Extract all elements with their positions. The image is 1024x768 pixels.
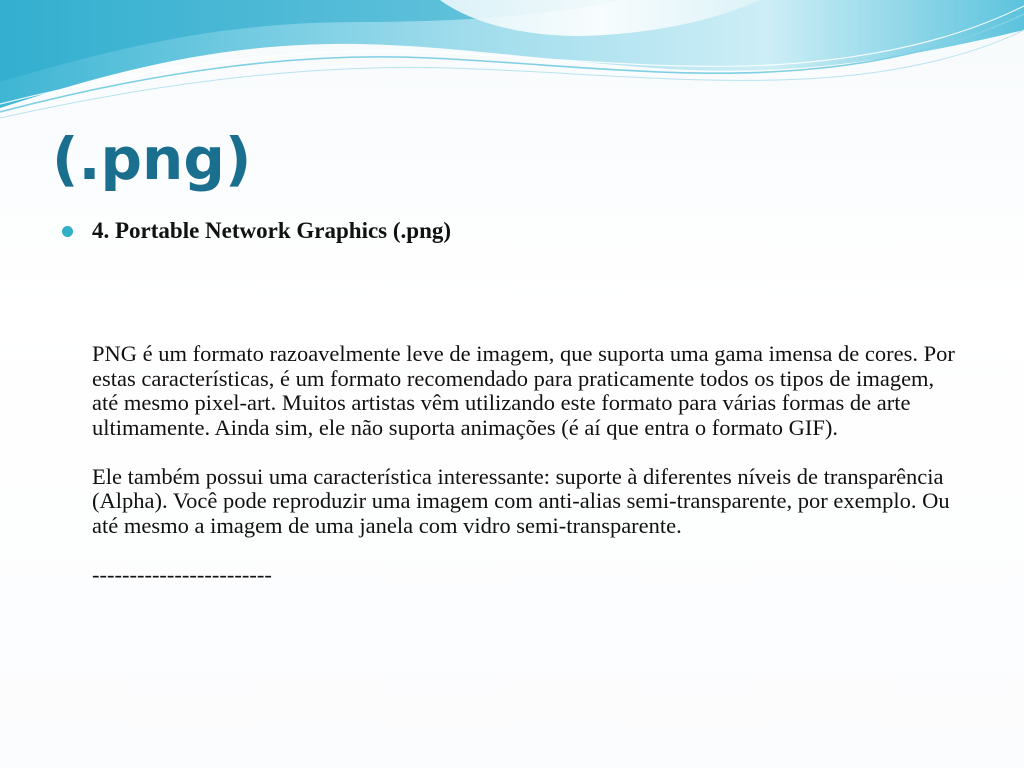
- bullet-dot-icon: [62, 226, 73, 237]
- paragraph-png-description: PNG é um formato razoavelmente leve de imagem, que suporta uma gama imensa de cores. Por estas características, é um formato recomendado para praticamente todos os tipos de imagem, até mesmo pixel-art. Muitos artistas vêm utilizando este formato para várias formas de arte ultimamente. Ainda sim, ele não suporta animações (é aí que entra o formato GIF).: [92, 341, 955, 440]
- wave-decoration: [0, 0, 1024, 130]
- paragraph-transparency: Ele também possui uma característica interessante: suporte à diferentes níveis de transparência (Alpha). Você pode reproduzir uma imagem com anti-alias semi-transparente, por exemplo. Ou até mesmo a imagem de uma janela com vidro semi-transparente.: [92, 463, 950, 538]
- body-text: [92, 342, 962, 587]
- slide-title: (.png): [52, 125, 252, 193]
- separator-line: ------------------------: [92, 561, 272, 587]
- bullet-heading: 4. Portable Network Graphics (.png): [92, 218, 452, 243]
